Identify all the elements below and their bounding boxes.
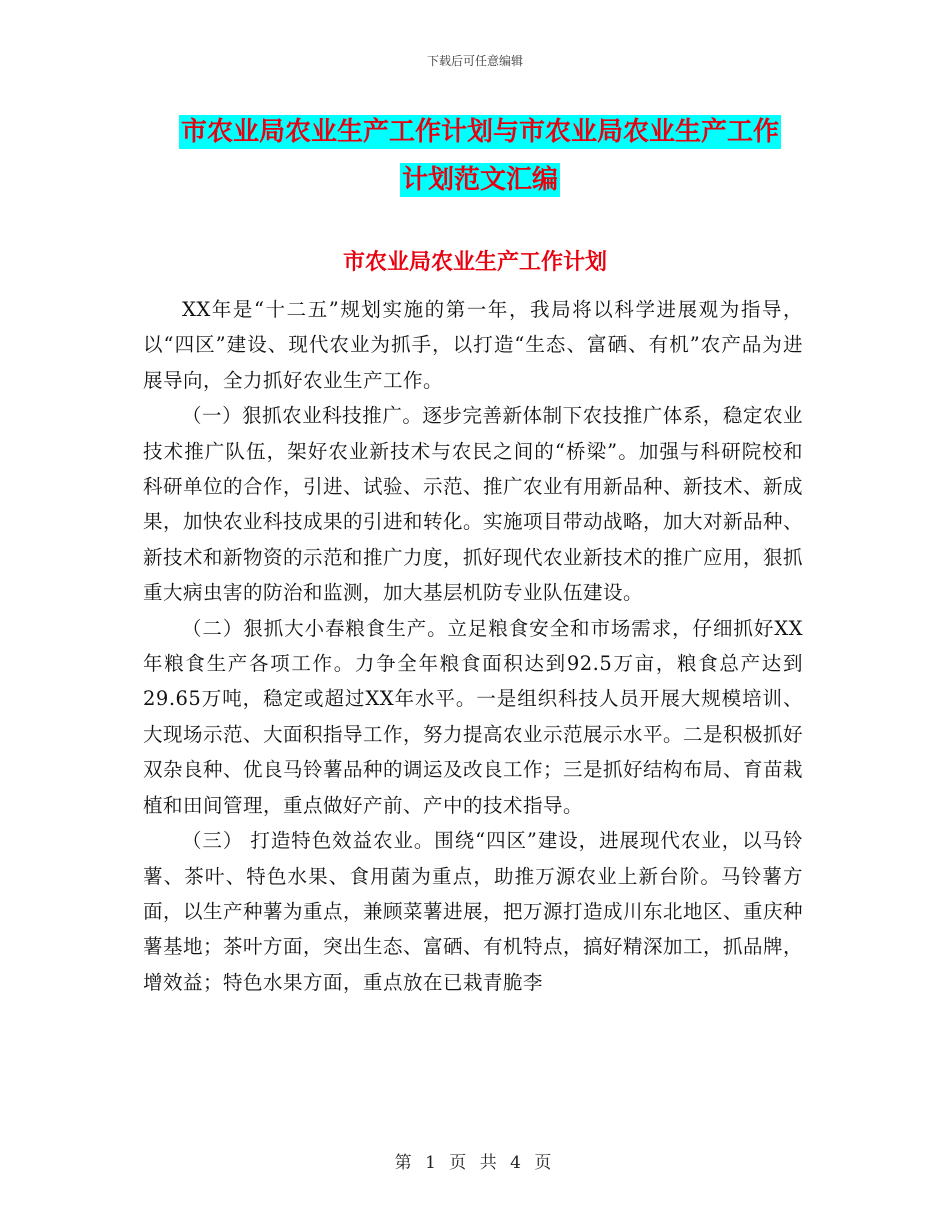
page-number: 第 1 页 共 4 页 bbox=[394, 1153, 556, 1173]
title-line-2: 计划范文汇编 bbox=[401, 165, 558, 195]
title-line-1: 市农业局农业生产工作计划与市农业局农业生产工作 bbox=[180, 117, 779, 147]
document-body bbox=[143, 292, 803, 1000]
paragraph-intro: XX年是“十二五”规划实施的第一年，我局将以科学进展观为指导，以“四区”建设、现代农业为抓手，以打造“生态、富硒、有机”农产品为进展导向，全力抓好农业生产工作。 bbox=[143, 298, 803, 392]
paragraph-1: （一）狠抓农业科技推广。逐步完善新体制下农技推广体系，稳定农业技术推广队伍，架好农业新技术与农民之间的“桥梁”。加强与科研院校和科研单位的合作，引进、试验、示范、推广农业有用新品种、新技术、新成果，加快农业科技成果的引进和转化。实施项目带动战略，加大对新品种、新技术和新物资的示范和推广力度，抓好现代农业新技术的推广应用，狠抓重大病虫害的防治和监测，加大基层机防专业队伍建设。 bbox=[143, 404, 804, 605]
section-title: 市农业局农业生产工作计划 bbox=[342, 250, 607, 275]
page-header-note: 下载后可任意编辑 bbox=[426, 54, 523, 68]
paragraph-3: （三） 打造特色效益农业。围绕“四区”建设，进展现代农业，以马铃薯、茶叶、特色水果、食用菌为重点，助推万源农业上新台阶。马铃薯方面，以生产种薯为重点，兼顾菜薯进展，把万源打造成川东北地区、重庆种薯基地；茶叶方面，突出生态、富硒、有机特点，搞好精深加工，抓品牌，增效益；特色水果方面，重点放在已栽青脆李 bbox=[143, 829, 804, 994]
document-title bbox=[150, 108, 810, 204]
paragraph-2: （二）狠抓大小春粮食生产。立足粮食安全和市场需求，仔细抓好XX年粮食生产各项工作。力争全年粮食面积达到92.5万亩，粮食总产达到29.65万吨，稳定或超过XX年水平。一是组织科技人员开展大规模培训、大现场示范、大面积指导工作，努力提高农业示范展示水平。二是积极抓好双杂良种、优良马铃薯品种的调运及改良工作；三是抓好结构布局、育苗栽植和田间管理，重点做好产前、产中的技术指导。 bbox=[143, 616, 804, 817]
